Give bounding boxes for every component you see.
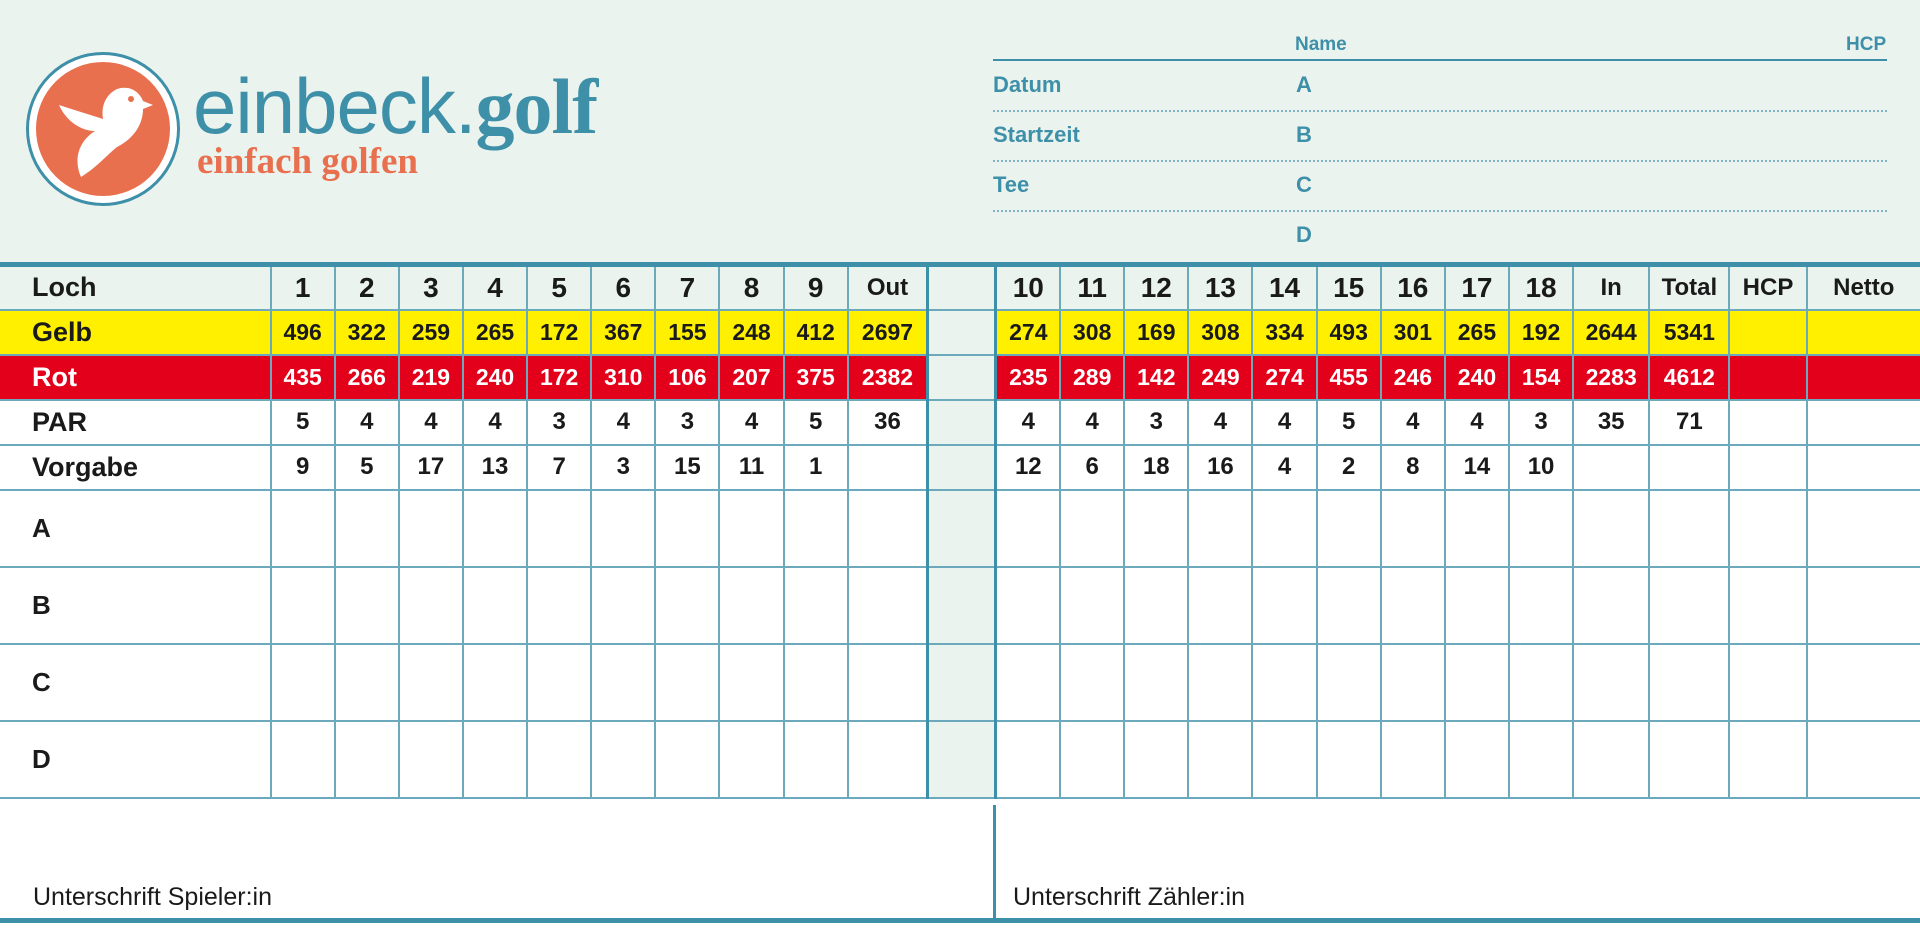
hole-number: 17	[1445, 265, 1509, 310]
vorgabe-value: 1	[784, 445, 848, 490]
score-cell[interactable]	[1509, 721, 1573, 798]
rot-value: 235	[996, 355, 1060, 400]
player-score-row	[0, 644, 1920, 721]
info-divider	[993, 210, 1887, 212]
score-cell[interactable]	[1445, 721, 1509, 798]
out-score-cell[interactable]	[848, 567, 928, 644]
hole-number: 18	[1509, 265, 1573, 310]
par-out-value: 36	[848, 400, 928, 445]
player-score-row	[0, 490, 1920, 567]
middle-gap-cell	[928, 490, 996, 567]
rot-netto-cell	[1807, 355, 1920, 400]
total-header: Total	[1649, 265, 1729, 310]
score-cell[interactable]	[996, 644, 1060, 721]
score-cell[interactable]	[1060, 721, 1124, 798]
par-value: 4	[719, 400, 783, 445]
gelb-value: 367	[591, 310, 655, 355]
score-cell[interactable]	[784, 644, 848, 721]
netto-header: Netto	[1807, 265, 1920, 310]
marker-signature-label: Unterschrift Zähler:in	[1013, 883, 1246, 911]
rot-row	[0, 355, 1920, 400]
score-cell[interactable]	[1252, 490, 1316, 567]
score-cell[interactable]	[335, 567, 399, 644]
score-cell[interactable]	[1317, 721, 1381, 798]
score-cell[interactable]	[271, 490, 335, 567]
rot-value: 219	[399, 355, 463, 400]
hcp-header: HCP	[1729, 265, 1806, 310]
score-cell[interactable]	[1124, 644, 1188, 721]
gelb-hcp-cell	[1729, 310, 1806, 355]
vorgabe-value: 15	[655, 445, 719, 490]
in-score-cell[interactable]	[1573, 721, 1649, 798]
score-cell[interactable]	[1188, 644, 1252, 721]
score-cell[interactable]	[784, 567, 848, 644]
vorgabe-value: 3	[591, 445, 655, 490]
score-cell[interactable]	[527, 567, 591, 644]
rot-value: 246	[1381, 355, 1445, 400]
par-value: 4	[463, 400, 527, 445]
score-cell[interactable]	[655, 490, 719, 567]
hole-number: 12	[1124, 265, 1188, 310]
score-cell[interactable]	[1252, 567, 1316, 644]
vorgabe-hcp-cell	[1729, 445, 1806, 490]
middle-gap-cell	[928, 400, 996, 445]
score-cell[interactable]	[399, 490, 463, 567]
score-cell[interactable]	[1124, 567, 1188, 644]
par-hcp-cell	[1729, 400, 1806, 445]
rot-value: 249	[1188, 355, 1252, 400]
in-header: In	[1573, 265, 1649, 310]
vorgabe-out-value	[848, 445, 928, 490]
par-value: 4	[335, 400, 399, 445]
score-cell[interactable]	[1317, 567, 1381, 644]
info-divider	[993, 160, 1887, 162]
total-score-cell[interactable]	[1649, 644, 1729, 721]
rot-value: 172	[527, 355, 591, 400]
out-score-cell[interactable]	[848, 490, 928, 567]
brand-wordmark	[193, 62, 597, 151]
gelb-value: 308	[1060, 310, 1124, 355]
player-label: A	[0, 490, 271, 567]
par-value: 4	[399, 400, 463, 445]
player-score-row	[0, 567, 1920, 644]
score-cell[interactable]	[655, 567, 719, 644]
gelb-value: 301	[1381, 310, 1445, 355]
score-cell[interactable]	[591, 490, 655, 567]
vorgabe-value: 6	[1060, 445, 1124, 490]
score-cell[interactable]	[784, 721, 848, 798]
hole-number: 8	[719, 265, 783, 310]
hole-number: 16	[1381, 265, 1445, 310]
vorgabe-row	[0, 445, 1920, 490]
vorgabe-value: 9	[271, 445, 335, 490]
hole-number: 6	[591, 265, 655, 310]
score-cell[interactable]	[1381, 567, 1445, 644]
gelb-value: 274	[996, 310, 1060, 355]
score-cell[interactable]	[996, 567, 1060, 644]
par-value: 3	[527, 400, 591, 445]
score-cell[interactable]	[1060, 490, 1124, 567]
vorgabe-value: 8	[1381, 445, 1445, 490]
rot-value: 455	[1317, 355, 1381, 400]
score-cell[interactable]	[399, 567, 463, 644]
vorgabe-in-value	[1573, 445, 1649, 490]
dove-logo-icon	[26, 52, 180, 206]
score-cell[interactable]	[399, 644, 463, 721]
middle-gap-cell	[928, 310, 996, 355]
rot-value: 435	[271, 355, 335, 400]
par-total-value: 71	[1649, 400, 1729, 445]
score-cell[interactable]	[1060, 644, 1124, 721]
gelb-netto-cell	[1807, 310, 1920, 355]
middle-gap-cell	[928, 644, 996, 721]
rot-hcp-cell	[1729, 355, 1806, 400]
vorgabe-value: 10	[1509, 445, 1573, 490]
hcp-score-cell[interactable]	[1729, 644, 1806, 721]
hcp-column-header: HCP	[1846, 34, 1887, 55]
score-cell[interactable]	[655, 721, 719, 798]
score-cell[interactable]	[399, 721, 463, 798]
player-label: C	[0, 644, 271, 721]
score-cell[interactable]	[996, 721, 1060, 798]
par-value: 4	[1381, 400, 1445, 445]
total-score-cell[interactable]	[1649, 490, 1729, 567]
score-cell[interactable]	[996, 490, 1060, 567]
total-score-cell[interactable]	[1649, 721, 1729, 798]
score-cell[interactable]	[1381, 490, 1445, 567]
score-cell[interactable]	[1188, 721, 1252, 798]
rot-value: 240	[463, 355, 527, 400]
vorgabe-netto-cell	[1807, 445, 1920, 490]
score-cell[interactable]	[463, 721, 527, 798]
par-value: 5	[784, 400, 848, 445]
score-cell[interactable]	[1509, 644, 1573, 721]
rot-value: 142	[1124, 355, 1188, 400]
hcp-score-cell[interactable]	[1729, 567, 1806, 644]
gelb-value: 334	[1252, 310, 1316, 355]
brand-slogan: einfach golfen	[197, 141, 418, 182]
netto-score-cell[interactable]	[1807, 644, 1920, 721]
par-value: 5	[1317, 400, 1381, 445]
player-a-name-label: A	[1296, 72, 1312, 97]
score-cell[interactable]	[463, 490, 527, 567]
info-divider	[993, 110, 1887, 112]
par-row	[0, 400, 1920, 445]
score-cell[interactable]	[1124, 721, 1188, 798]
rot-value: 207	[719, 355, 783, 400]
netto-score-cell[interactable]	[1807, 567, 1920, 644]
rot-value: 154	[1509, 355, 1573, 400]
out-header: Out	[848, 265, 928, 310]
player-b-name-label: B	[1296, 122, 1312, 147]
middle-gap-cell	[928, 445, 996, 490]
par-row-label: PAR	[0, 400, 271, 445]
gelb-row-label: Gelb	[0, 310, 271, 355]
netto-score-cell[interactable]	[1807, 721, 1920, 798]
brand-name-bold: golf	[475, 63, 598, 150]
score-cell[interactable]	[1381, 644, 1445, 721]
vorgabe-value: 7	[527, 445, 591, 490]
hole-number: 13	[1188, 265, 1252, 310]
player-score-row	[0, 721, 1920, 798]
score-cell[interactable]	[1445, 567, 1509, 644]
out-score-cell[interactable]	[848, 644, 928, 721]
player-signature-label: Unterschrift Spieler:in	[33, 883, 272, 911]
score-cell[interactable]	[591, 567, 655, 644]
hole-number: 4	[463, 265, 527, 310]
score-cell[interactable]	[1188, 567, 1252, 644]
gelb-value: 192	[1509, 310, 1573, 355]
in-score-cell[interactable]	[1573, 490, 1649, 567]
gelb-value: 265	[463, 310, 527, 355]
hole-row-label: Loch	[0, 265, 271, 310]
score-cell[interactable]	[527, 721, 591, 798]
score-cell[interactable]	[335, 644, 399, 721]
score-cell[interactable]	[1445, 490, 1509, 567]
vorgabe-value: 17	[399, 445, 463, 490]
score-cell[interactable]	[719, 644, 783, 721]
rot-value: 289	[1060, 355, 1124, 400]
total-score-cell[interactable]	[1649, 567, 1729, 644]
gelb-out-value: 2697	[848, 310, 928, 355]
vorgabe-value: 16	[1188, 445, 1252, 490]
datum-label: Datum	[993, 72, 1062, 97]
hole-number: 5	[527, 265, 591, 310]
score-cell[interactable]	[1188, 490, 1252, 567]
score-cell[interactable]	[1252, 644, 1316, 721]
par-value: 5	[271, 400, 335, 445]
score-cell[interactable]	[1317, 644, 1381, 721]
vorgabe-value: 11	[719, 445, 783, 490]
par-value: 4	[1060, 400, 1124, 445]
player-label: B	[0, 567, 271, 644]
par-value: 3	[655, 400, 719, 445]
hcp-score-cell[interactable]	[1729, 721, 1806, 798]
startzeit-label: Startzeit	[993, 122, 1080, 147]
par-netto-cell	[1807, 400, 1920, 445]
hole-number: 7	[655, 265, 719, 310]
score-cell[interactable]	[1445, 644, 1509, 721]
rot-out-value: 2382	[848, 355, 928, 400]
hole-number: 9	[784, 265, 848, 310]
player-c-name-label: C	[1296, 172, 1312, 197]
brand-name-regular: einbeck.	[193, 62, 476, 150]
hole-number-row	[0, 265, 1920, 310]
gelb-in-value: 2644	[1573, 310, 1649, 355]
score-cell[interactable]	[1317, 490, 1381, 567]
gelb-total-value: 5341	[1649, 310, 1729, 355]
gelb-value: 259	[399, 310, 463, 355]
score-cell[interactable]	[271, 567, 335, 644]
gelb-value: 248	[719, 310, 783, 355]
name-column-header: Name	[1295, 34, 1347, 55]
tee-label: Tee	[993, 172, 1030, 197]
hole-number: 1	[271, 265, 335, 310]
score-cell[interactable]	[1509, 490, 1573, 567]
gelb-value: 412	[784, 310, 848, 355]
score-cell[interactable]	[527, 644, 591, 721]
player-d-name-label: D	[1296, 222, 1312, 247]
par-value: 4	[996, 400, 1060, 445]
score-cell[interactable]	[1252, 721, 1316, 798]
gelb-value: 265	[1445, 310, 1509, 355]
vorgabe-row-label: Vorgabe	[0, 445, 271, 490]
score-cell[interactable]	[271, 644, 335, 721]
middle-gap-cell	[928, 721, 996, 798]
in-score-cell[interactable]	[1573, 567, 1649, 644]
rot-value: 375	[784, 355, 848, 400]
hole-number: 10	[996, 265, 1060, 310]
score-cell[interactable]	[1060, 567, 1124, 644]
rot-value: 266	[335, 355, 399, 400]
par-value: 4	[1188, 400, 1252, 445]
vorgabe-value: 5	[335, 445, 399, 490]
par-value: 4	[1252, 400, 1316, 445]
scorecard-table	[0, 262, 1920, 799]
score-cell[interactable]	[463, 567, 527, 644]
score-cell[interactable]	[591, 721, 655, 798]
score-cell[interactable]	[1124, 490, 1188, 567]
hole-number: 14	[1252, 265, 1316, 310]
gelb-value: 155	[655, 310, 719, 355]
gelb-value: 169	[1124, 310, 1188, 355]
rot-value: 240	[1445, 355, 1509, 400]
vorgabe-value: 12	[996, 445, 1060, 490]
vorgabe-value: 4	[1252, 445, 1316, 490]
rot-row-label: Rot	[0, 355, 271, 400]
vorgabe-total-value	[1649, 445, 1729, 490]
player-label: D	[0, 721, 271, 798]
scorecard-header	[0, 0, 1920, 262]
scorecard-body	[0, 265, 1920, 798]
gelb-value: 496	[271, 310, 335, 355]
par-value: 4	[591, 400, 655, 445]
hole-number: 11	[1060, 265, 1124, 310]
score-cell[interactable]	[271, 721, 335, 798]
score-cell[interactable]	[719, 567, 783, 644]
gelb-value: 493	[1317, 310, 1381, 355]
signature-divider	[993, 805, 996, 918]
rot-value: 274	[1252, 355, 1316, 400]
score-cell[interactable]	[784, 490, 848, 567]
score-cell[interactable]	[527, 490, 591, 567]
rot-value: 106	[655, 355, 719, 400]
gelb-value: 172	[527, 310, 591, 355]
bottom-rule	[0, 918, 1920, 923]
par-value: 3	[1124, 400, 1188, 445]
gelb-value: 308	[1188, 310, 1252, 355]
info-header-rule	[993, 59, 1887, 61]
vorgabe-value: 14	[1445, 445, 1509, 490]
score-cell[interactable]	[1381, 721, 1445, 798]
rot-in-value: 2283	[1573, 355, 1649, 400]
hole-number: 2	[335, 265, 399, 310]
score-cell[interactable]	[655, 644, 719, 721]
in-score-cell[interactable]	[1573, 644, 1649, 721]
gelb-row	[0, 310, 1920, 355]
score-cell[interactable]	[335, 721, 399, 798]
vorgabe-value: 2	[1317, 445, 1381, 490]
middle-gap-cell	[928, 265, 996, 310]
par-in-value: 35	[1573, 400, 1649, 445]
hole-number: 3	[399, 265, 463, 310]
gelb-value: 322	[335, 310, 399, 355]
score-cell[interactable]	[463, 644, 527, 721]
score-cell[interactable]	[719, 721, 783, 798]
par-value: 4	[1445, 400, 1509, 445]
vorgabe-value: 18	[1124, 445, 1188, 490]
par-value: 3	[1509, 400, 1573, 445]
rot-total-value: 4612	[1649, 355, 1729, 400]
hcp-score-cell[interactable]	[1729, 490, 1806, 567]
score-cell[interactable]	[1509, 567, 1573, 644]
score-cell[interactable]	[719, 490, 783, 567]
middle-gap-cell	[928, 355, 996, 400]
rot-value: 310	[591, 355, 655, 400]
middle-gap-cell	[928, 567, 996, 644]
score-cell[interactable]	[591, 644, 655, 721]
vorgabe-value: 13	[463, 445, 527, 490]
out-score-cell[interactable]	[848, 721, 928, 798]
netto-score-cell[interactable]	[1807, 490, 1920, 567]
hole-number: 15	[1317, 265, 1381, 310]
score-cell[interactable]	[335, 490, 399, 567]
